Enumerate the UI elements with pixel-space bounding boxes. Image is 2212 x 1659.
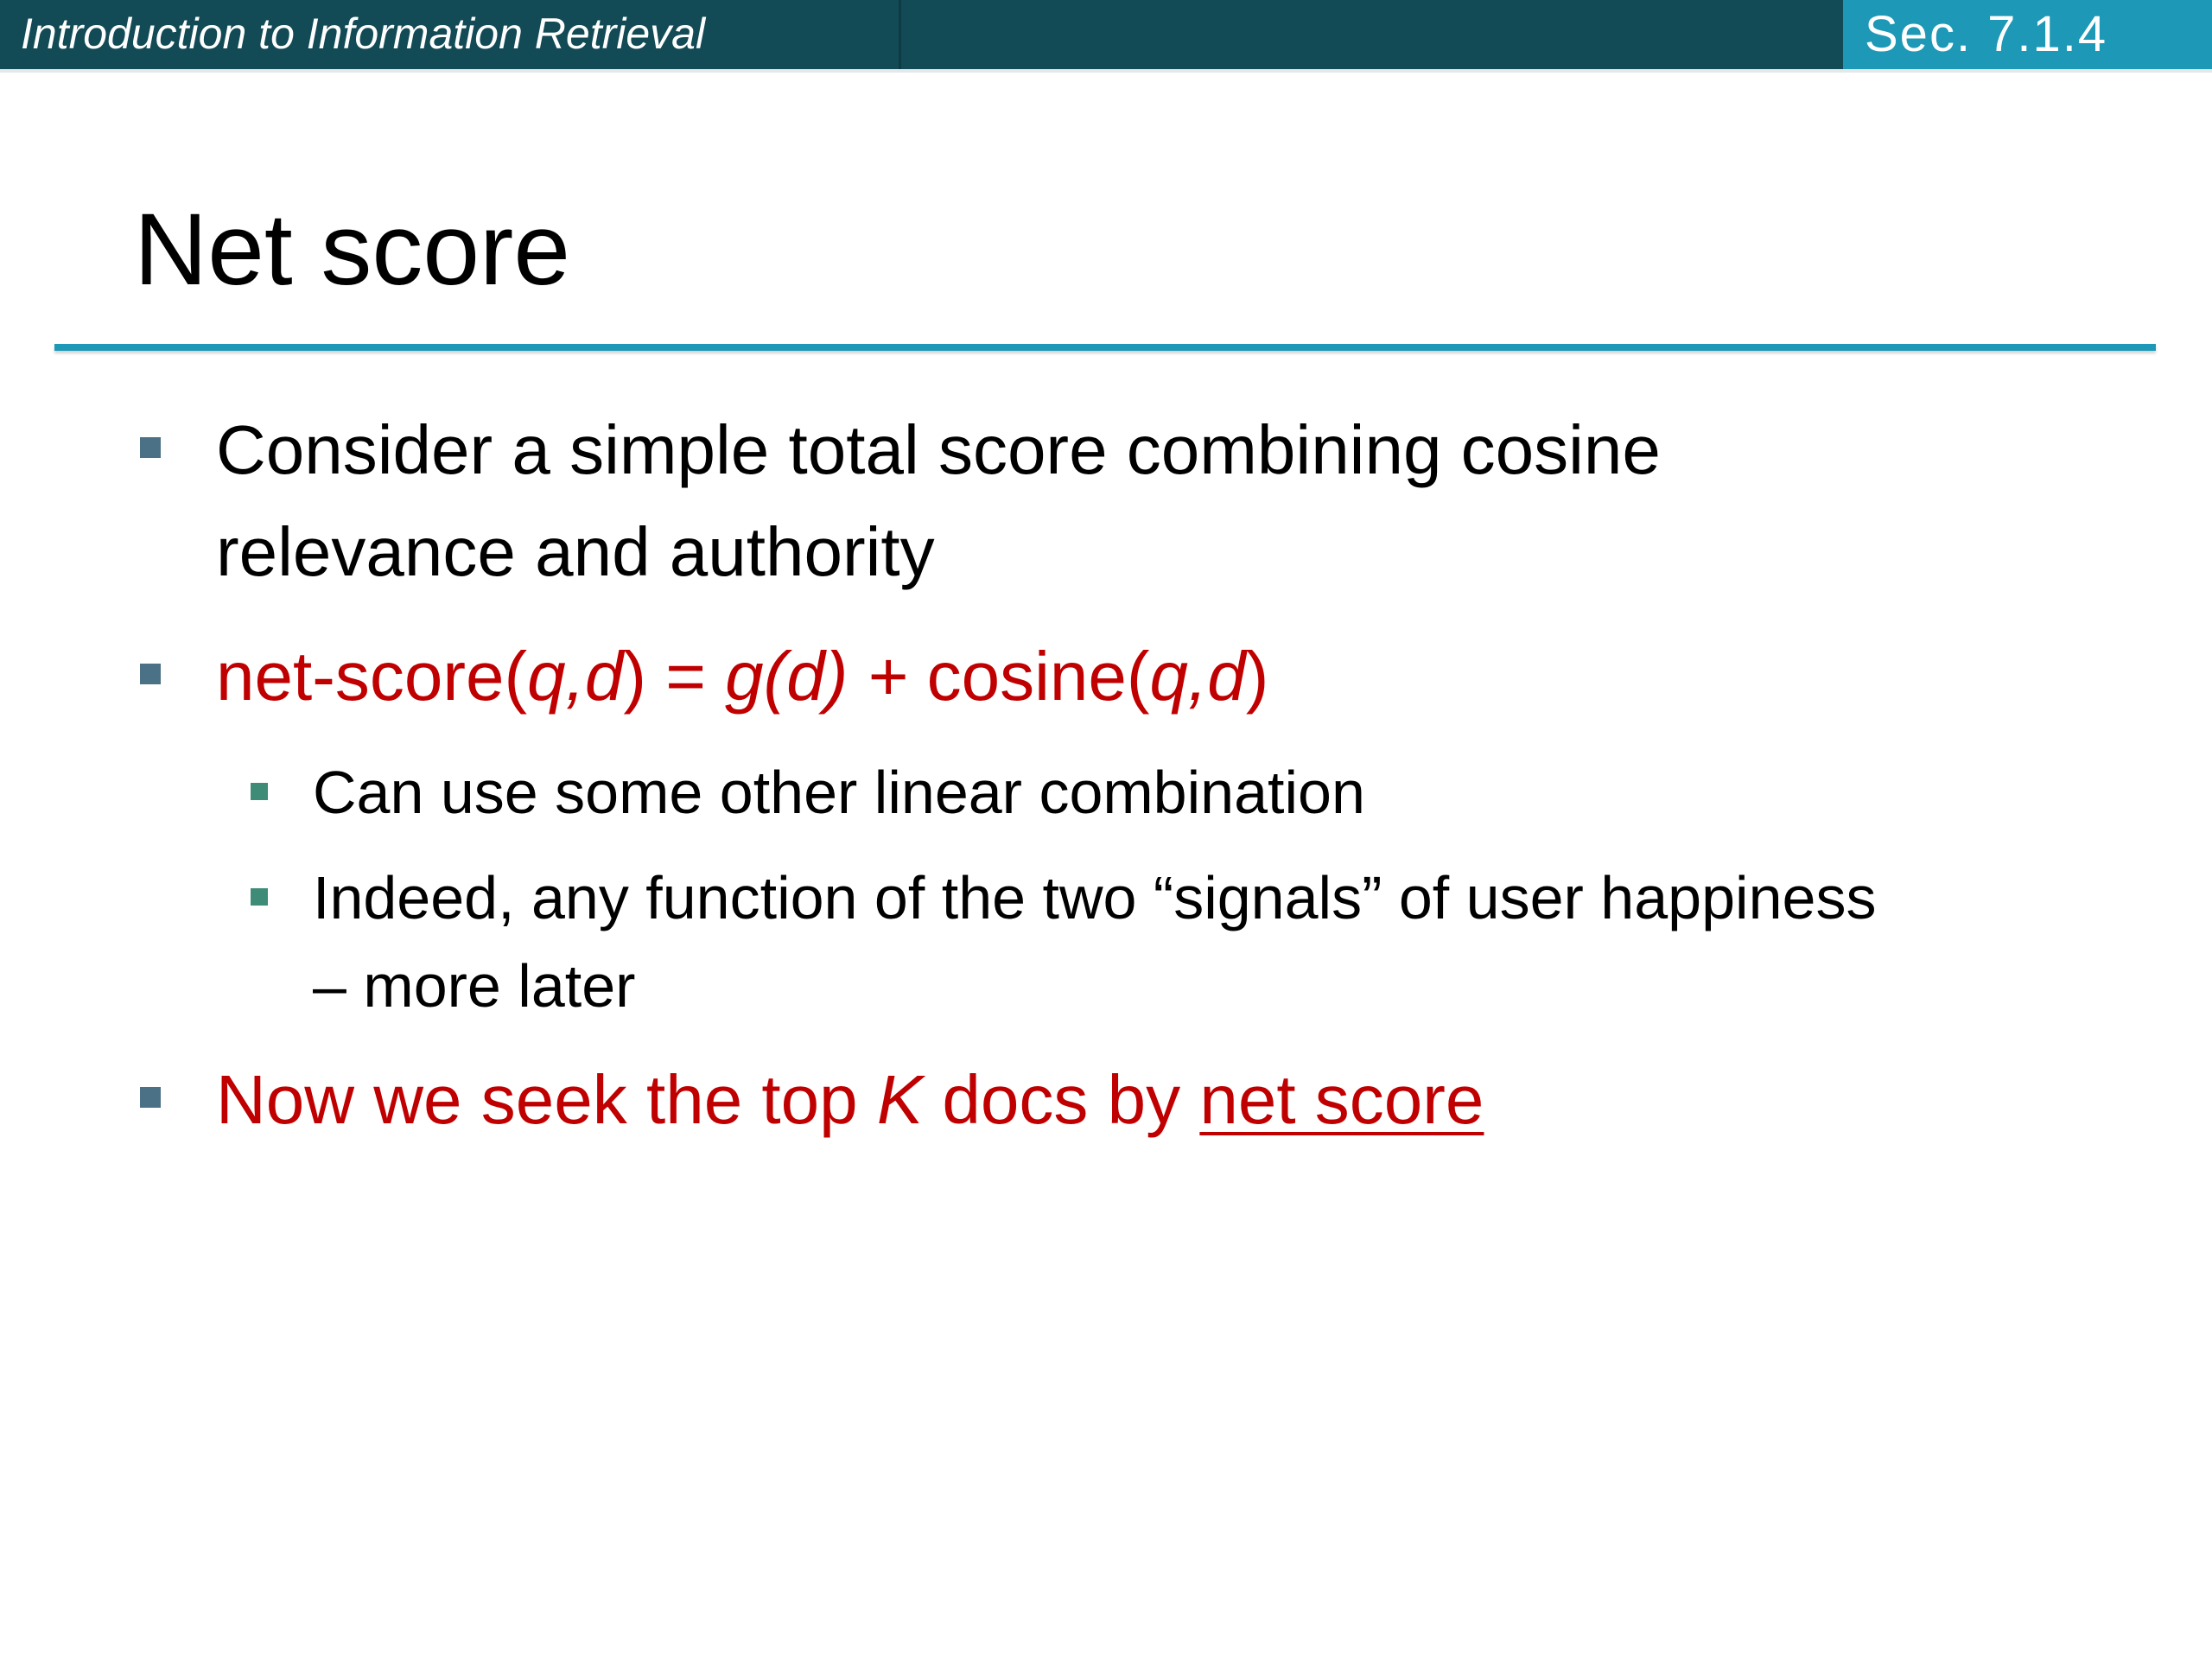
formula-plus: + (848, 638, 927, 715)
formula-part: cosine( (926, 638, 1150, 715)
formula-var-q: q (1149, 638, 1188, 715)
formula-part: net-score( (216, 638, 528, 715)
bullet-square-icon (140, 664, 161, 684)
title-underline-rule (54, 344, 2156, 351)
bullet-1-line-1: Consider a simple total score combining cosine (216, 411, 1661, 488)
bullet-square-icon (140, 1087, 161, 1108)
header-divider (899, 0, 901, 69)
formula-part: ) (1245, 638, 1269, 715)
formula-var-q: q (527, 638, 566, 715)
bullet-3-k: K (876, 1061, 924, 1138)
header-bar (0, 0, 2212, 73)
sub-bullet-2-line-1: Indeed, any function of the two “signals” of user happiness (313, 864, 1877, 931)
formula-part: ) = (623, 638, 726, 715)
net-score-link[interactable]: net score (1199, 1061, 1484, 1138)
formula-g-of-d: g(d) (725, 638, 849, 715)
formula-comma: , (1188, 638, 1208, 715)
bullet-1-line-2: relevance and authority (216, 513, 935, 590)
course-title: Introduction to Information Retrieval (21, 10, 706, 58)
slide-title: Net score (134, 193, 570, 307)
formula-var-d: d (1207, 638, 1246, 715)
bullet-3 (216, 1049, 1484, 1151)
bullet-3-part: Now we seek the top (216, 1061, 877, 1138)
sub-bullet-1: Can use some other linear combination (313, 759, 1365, 826)
section-label: Sec. 7.1.4 (1865, 6, 2108, 62)
bullet-square-icon (140, 437, 161, 458)
bullet-3-part: docs by (923, 1061, 1200, 1138)
bullet-2-formula (216, 626, 1268, 728)
sub-bullet-square-icon (251, 888, 268, 906)
sub-bullet-square-icon (251, 783, 268, 800)
formula-comma: , (565, 638, 585, 715)
section-tab (1843, 0, 2212, 69)
sub-bullet-2-line-2: – more later (313, 952, 636, 1020)
formula-var-d: d (584, 638, 624, 715)
